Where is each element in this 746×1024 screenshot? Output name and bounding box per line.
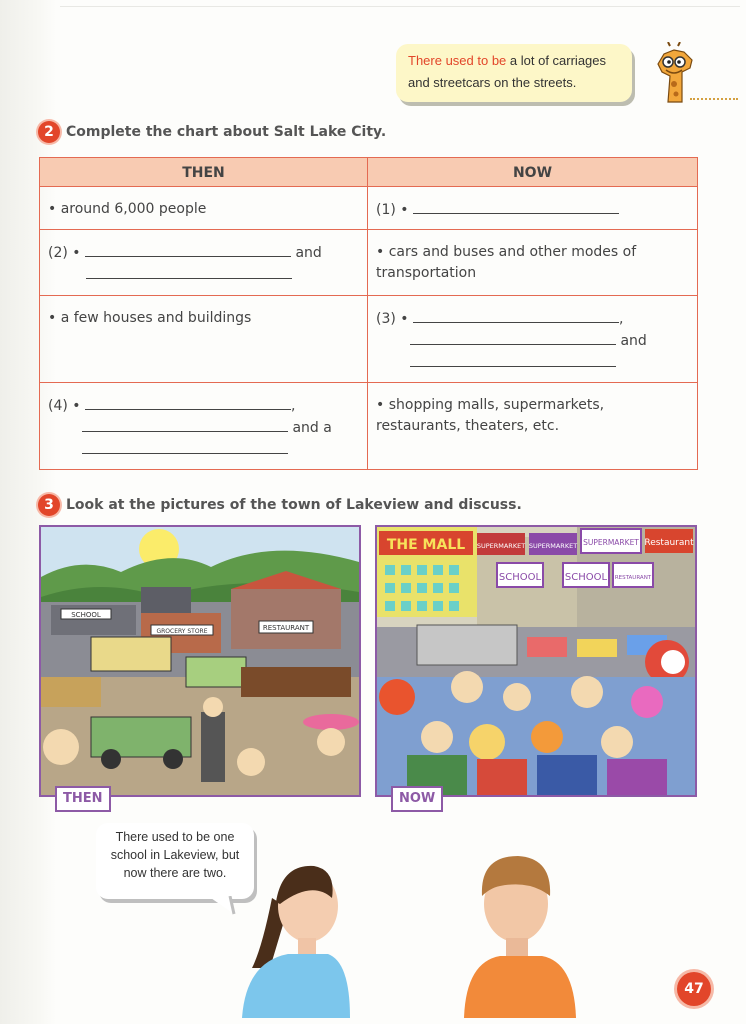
now-picture <box>375 525 697 797</box>
row3-now-label: (3) • <box>376 311 409 327</box>
answer-blank-4b[interactable] <box>82 417 288 432</box>
row4-then-and: and a <box>292 420 332 436</box>
row4-now <box>368 383 697 469</box>
now-label: NOW <box>391 786 443 812</box>
row4-then: (4) • , and a <box>40 383 368 469</box>
girl-student-icon <box>232 858 352 1018</box>
section-2-title: Complete the chart about Salt Lake City. <box>66 124 387 140</box>
boy-student-icon <box>460 852 580 1018</box>
header-now: NOW <box>512 165 553 181</box>
answer-blank-4a[interactable] <box>85 395 291 410</box>
now-sign-super3: SUPERMARKET <box>583 538 639 547</box>
answer-blank-1[interactable] <box>413 199 619 214</box>
tip-text: a lot of carriages and streetcars on the streets. <box>408 53 607 90</box>
chart-header-row <box>40 158 697 187</box>
row1-then-text: • around 6,000 people <box>48 201 207 217</box>
section-3-heading <box>38 494 522 516</box>
tip-highlight: There used to be <box>408 53 507 68</box>
answer-blank-3c[interactable] <box>410 352 616 367</box>
now-sign-school1: SCHOOL <box>498 572 542 583</box>
then-sign-school: SCHOOL <box>71 611 101 619</box>
answer-blank-2b[interactable] <box>86 264 292 279</box>
row3-then <box>40 296 368 382</box>
student-speech-bubble <box>96 823 254 899</box>
row2-then-label: (2) • <box>48 245 81 261</box>
chart-row-2 <box>40 230 697 296</box>
now-sign-school2: SCHOOL <box>564 572 608 583</box>
now-sign-super1: SUPERMARKET <box>476 542 526 550</box>
then-sign-grocery: GROCERY STORE <box>156 628 208 635</box>
dotted-line <box>690 98 738 100</box>
row1-now <box>368 187 697 229</box>
row1-now-label: (1) • <box>376 202 409 218</box>
row4-then-label: (4) • <box>48 398 81 414</box>
answer-blank-3a[interactable] <box>413 308 619 323</box>
row2-then <box>40 230 368 295</box>
chart-row-4 <box>40 383 697 469</box>
row3-then-text: • a few houses and buildings <box>48 310 252 326</box>
row2-then-and: and <box>295 245 322 261</box>
now-sign-super2: SUPERMARKET <box>528 542 578 550</box>
grammar-tip-bubble <box>396 44 632 102</box>
section-2-number: 2 <box>38 121 60 143</box>
now-illustration <box>377 527 695 795</box>
giraffe-mascot-icon <box>648 42 704 104</box>
section-3-title: Look at the pictures of the town of Lakeview and discuss. <box>66 497 522 513</box>
now-sign-restaurant2: RESTAURANT <box>614 575 652 581</box>
then-label: THEN <box>55 786 111 812</box>
now-sign-mall: THE MALL <box>386 537 466 553</box>
row2-now-text: • cars and buses and other modes of transportation <box>376 244 637 281</box>
now-sign-restaurant1: Restaurant <box>644 538 694 548</box>
speech-text: There used to be one school in Lakeview, but now there are two. <box>110 830 240 880</box>
section-3-number: 3 <box>38 494 60 516</box>
salt-lake-chart <box>39 157 698 470</box>
row3-now: (3) • , and <box>368 296 697 382</box>
page-number: 47 <box>677 972 711 1006</box>
row1-then <box>40 187 368 229</box>
then-picture <box>39 525 361 797</box>
chart-row-3 <box>40 296 697 383</box>
answer-blank-4c[interactable] <box>82 439 288 454</box>
row2-now <box>368 230 697 295</box>
then-sign-restaurant: RESTAURANT <box>262 624 310 632</box>
row4-now-text: • shopping malls, supermarkets, restaurants, theaters, etc. <box>376 397 605 434</box>
answer-blank-2a[interactable] <box>85 242 291 257</box>
section-2-heading <box>38 121 386 143</box>
chart-row-1 <box>40 187 697 230</box>
header-then: THEN <box>40 158 368 186</box>
top-rule <box>60 6 740 7</box>
answer-blank-3b[interactable] <box>410 330 616 345</box>
row3-now-and: and <box>620 333 647 349</box>
then-illustration <box>41 527 359 795</box>
